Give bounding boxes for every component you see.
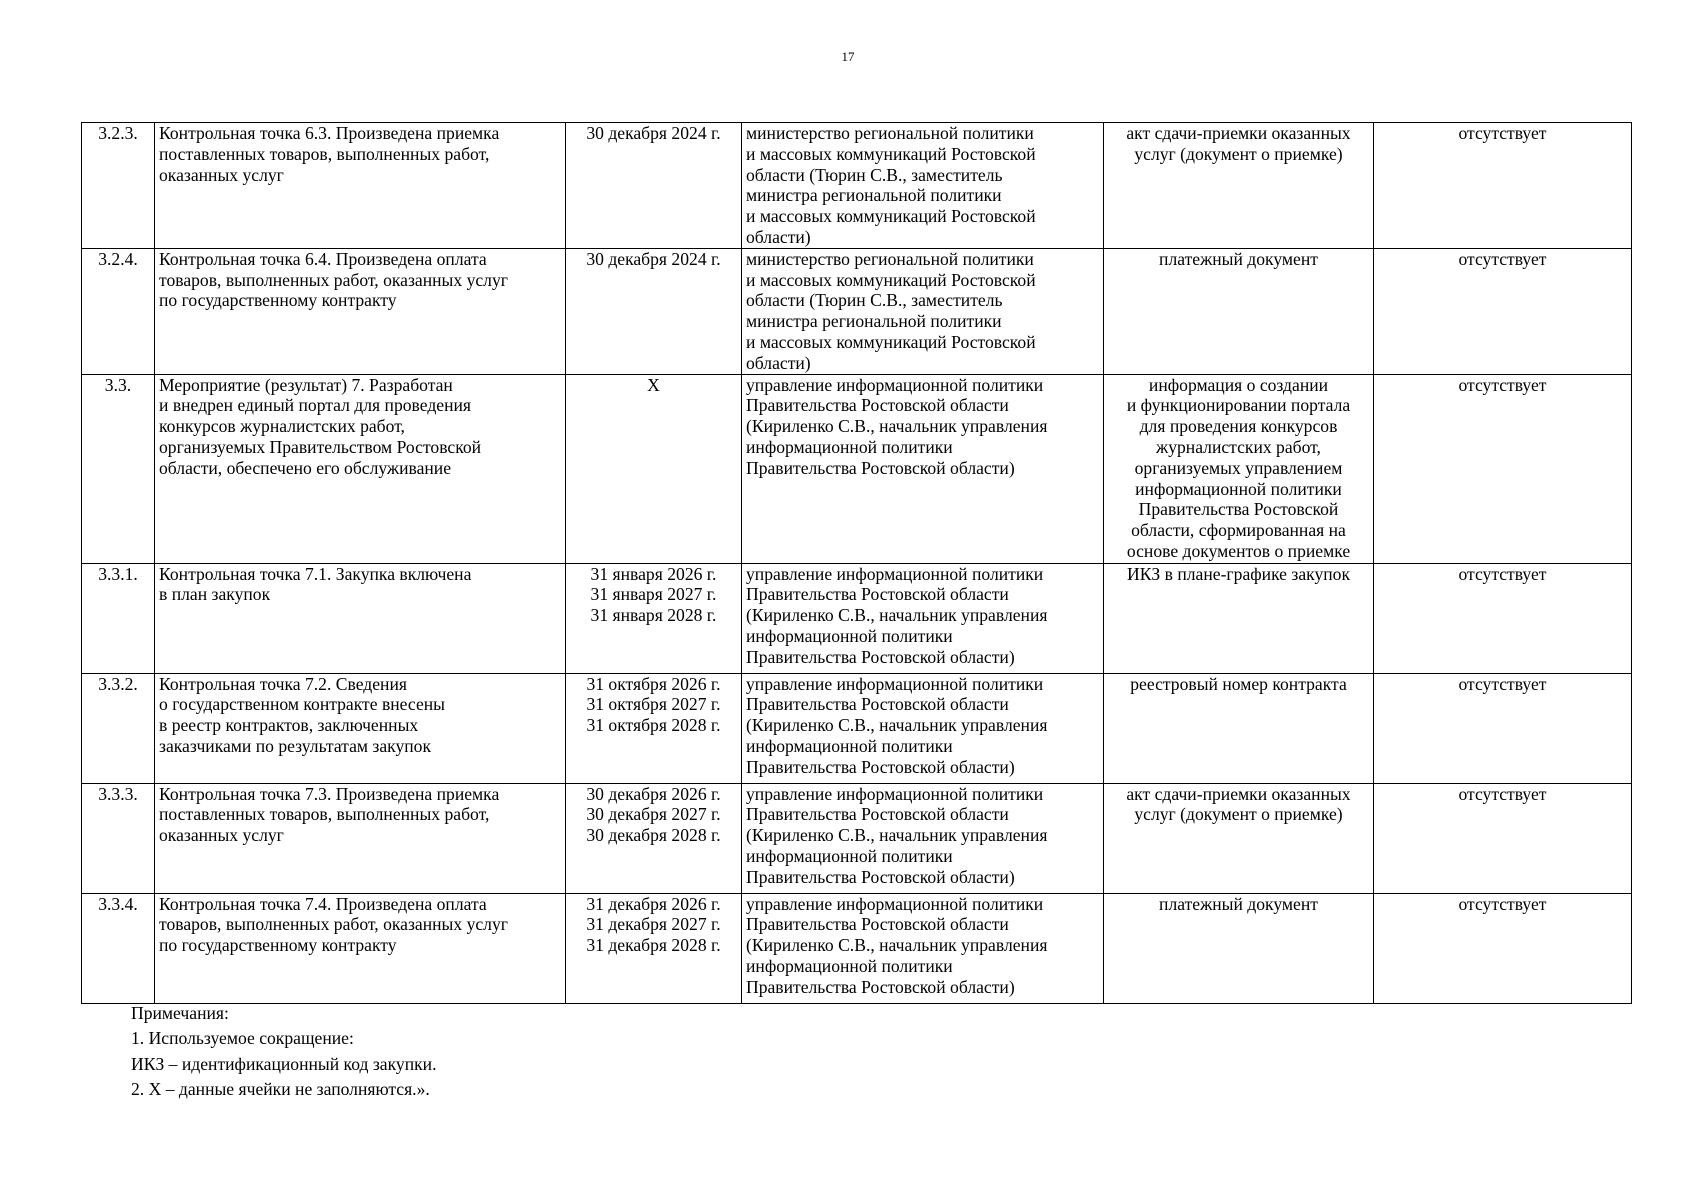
row-number-cell: 3.3.4. [82,893,155,1003]
info-system-cell [1374,374,1632,563]
table-row [82,123,1632,249]
notes-heading: Примечания: [131,1003,229,1023]
cell-line: 31 декабря 2028 г. [586,935,721,956]
cell-line: организуемых управлением [1134,457,1343,478]
cell-line: Правительства Ростовской области [746,584,1009,605]
event-name-cell [155,248,566,374]
cell-line: Правительства Ростовской области) [746,457,1015,478]
cell-line: отсутствует [1458,673,1547,694]
cell-line: товаров, выполненных работ, оказанных услуг [159,914,508,935]
row-number-cell: 3.2.3. [82,123,155,249]
cell-line: по государственному контракту [159,290,397,311]
cell-line: информационной политики [746,955,953,976]
cell-line: области) [746,352,811,373]
page-number: 17 [841,49,855,64]
responsible-cell [742,123,1104,249]
cell-line: для проведения конкурсов [1139,416,1338,437]
event-name-cell [155,123,566,249]
cell-line: оказанных услуг [159,825,284,846]
cell-line: журналистских работ, [1156,436,1321,457]
document-cell [1104,673,1374,783]
cell-line: области (Тюрин С.В., заместитель [746,290,1003,311]
cell-line: (Кириленко С.В., начальник управления [746,605,1048,626]
cell-line: управление информационной политики [746,374,1044,395]
deadline-cell [566,248,742,374]
cell-line: информационной политики [746,845,953,866]
document-cell [1104,783,1374,893]
cell-line: министерство региональной политики [746,123,1034,143]
cell-line: и массовых коммуникаций Ростовской [746,269,1036,290]
cell-line: заказчиками по результатам закупок [159,735,432,756]
responsible-cell [742,893,1104,1003]
cell-line: управление информационной политики [746,783,1044,804]
abbreviation-note: ИКЗ – идентификационный код закупки. [131,1053,437,1074]
cell-line: Контрольная точка 7.4. Произведена оплата [159,893,487,914]
cell-line: поставленных товаров, выполненных работ, [159,804,490,825]
cell-line: области, сформированная на [1131,520,1346,541]
cell-line: (Кириленко С.В., начальник управления [746,715,1048,736]
cell-line: 31 декабря 2026 г. [586,893,721,914]
responsible-cell [742,248,1104,374]
deadline-cell [566,374,742,563]
cell-line: 30 декабря 2027 г. [586,804,721,825]
document-cell [1104,123,1374,249]
deadline-cell [566,893,742,1003]
cell-line: Правительства Ростовской области [746,395,1009,416]
cell-line: министра региональной политики [746,311,1002,332]
event-name-cell [155,893,566,1003]
cell-line: по государственному контракту [159,935,397,956]
cell-line: услуг (документ о приемке) [1134,804,1343,825]
cell-line: и массовых коммуникаций Ростовской [746,143,1036,164]
cell-line: Правительства Ростовской области) [746,646,1015,667]
responsible-cell [742,673,1104,783]
event-name-cell [155,374,566,563]
cell-line: в план закупок [159,584,271,605]
cell-line: отсутствует [1458,563,1547,584]
cell-line: министерство региональной политики [746,248,1034,269]
note-item-2: 2. X – данные ячейки не заполняются.». [131,1078,430,1099]
cell-line: Контрольная точка 6.4. Произведена оплата [159,248,487,269]
cell-line: информация о создании [1148,374,1329,395]
cell-line: Правительства Ростовской области) [746,866,1015,887]
cell-line: в реестр контрактов, заключенных [159,715,419,736]
cell-line: управление информационной политики [746,893,1044,914]
table-body [82,123,1632,1004]
cell-line: области) [746,226,811,247]
cell-line: X [647,374,660,395]
row-number-cell: 3.3.2. [82,673,155,783]
cell-line: отсутствует [1458,248,1547,269]
cell-line: платежный документ [1159,893,1318,914]
cell-line: 31 октября 2028 г. [586,715,721,736]
cell-line: и массовых коммуникаций Ростовской [746,331,1036,352]
deadline-cell [566,563,742,673]
table-row [82,673,1632,783]
notes-section [131,1001,436,1102]
row-number-cell: 3.3. [82,374,155,563]
cell-line: 31 января 2028 г. [590,605,717,626]
info-system-cell [1374,893,1632,1003]
event-name-cell [155,563,566,673]
event-name-cell [155,783,566,893]
responsible-cell [742,374,1104,563]
row-number-cell: 3.3.3. [82,783,155,893]
cell-line: поставленных товаров, выполненных работ, [159,143,490,164]
cell-line: отсутствует [1458,123,1547,143]
table-row [82,783,1632,893]
cell-line: управление информационной политики [746,673,1044,694]
cell-line: информационной политики [1135,478,1342,499]
document-cell [1104,893,1374,1003]
responsible-cell [742,783,1104,893]
info-system-cell [1374,673,1632,783]
cell-line: 30 декабря 2024 г. [586,123,721,143]
cell-line: (Кириленко С.В., начальник управления [746,935,1048,956]
cell-line: Контрольная точка 6.3. Произведена приемка [159,123,500,143]
cell-line: реестровый номер контракта [1130,673,1347,694]
cell-line: отсутствует [1458,374,1547,395]
cell-line: Контрольная точка 7.3. Произведена приемка [159,783,500,804]
cell-line: акт сдачи-приемки оказанных [1126,123,1351,143]
cell-line: (Кириленко С.В., начальник управления [746,825,1048,846]
info-system-cell [1374,563,1632,673]
cell-line: информационной политики [746,436,953,457]
info-system-cell [1374,783,1632,893]
cell-line: Контрольная точка 7.2. Сведения [159,673,407,694]
table-row [82,374,1632,563]
cell-line: и внедрен единый портал для проведения [159,395,471,416]
info-system-cell [1374,123,1632,249]
cell-line: товаров, выполненных работ, оказанных услуг [159,269,508,290]
cell-line: 30 декабря 2026 г. [586,783,721,804]
cell-line: Мероприятие (результат) 7. Разработан [159,374,453,395]
cell-line: основе документов о приемке [1126,540,1351,561]
cell-line: отсутствует [1458,783,1547,804]
cell-line: конкурсов журналистских работ, [159,416,405,437]
cell-line: и функционировании портала [1126,395,1351,416]
info-system-cell [1374,248,1632,374]
cell-line: 31 января 2027 г. [590,584,717,605]
table-row [82,893,1632,1003]
cell-line: Правительства Ростовской области [746,914,1009,935]
cell-line: 31 октября 2027 г. [586,694,721,715]
cell-line: 31 октября 2026 г. [586,673,721,694]
cell-line: 30 декабря 2028 г. [586,825,721,846]
cell-line: области, обеспечено его обслуживание [159,457,452,478]
cell-line: министра региональной политики [746,185,1002,206]
document-cell [1104,563,1374,673]
cell-line: услуг (документ о приемке) [1134,143,1343,164]
cell-line: отсутствует [1458,893,1547,914]
cell-line: ИКЗ в плане-графике закупок [1126,563,1350,584]
cell-line: области (Тюрин С.В., заместитель [746,164,1003,185]
cell-line: Правительства Ростовской области) [746,756,1015,777]
event-name-cell [155,673,566,783]
table-row [82,563,1632,673]
table-row [82,248,1632,374]
cell-line: и массовых коммуникаций Ростовской [746,206,1036,227]
cell-line: управление информационной политики [746,563,1044,584]
document-cell [1104,248,1374,374]
cell-line: организуемых Правительством Ростовской [159,436,482,457]
cell-line: информационной политики [746,625,953,646]
cell-line: акт сдачи-приемки оказанных [1126,783,1351,804]
cell-line: Контрольная точка 7.1. Закупка включена [159,563,472,584]
cell-line: 30 декабря 2024 г. [586,248,721,269]
cell-line: Правительства Ростовской области [746,804,1009,825]
cell-line: Правительства Ростовской области) [746,976,1015,997]
cell-line: 31 декабря 2027 г. [586,914,721,935]
cell-line: 31 января 2026 г. [590,563,717,584]
deadline-cell [566,123,742,249]
row-number-cell: 3.2.4. [82,248,155,374]
cell-line: платежный документ [1159,248,1318,269]
deadline-cell [566,673,742,783]
cell-line: Правительства Ростовской [1138,499,1339,520]
responsible-cell [742,563,1104,673]
control-points-table [81,122,1632,1004]
note-item-1: 1. Используемое сокращение: [131,1028,354,1049]
cell-line: Правительства Ростовской области [746,694,1009,715]
cell-line: о государственном контракте внесены [159,694,445,715]
deadline-cell [566,783,742,893]
document-cell [1104,374,1374,563]
cell-line: (Кириленко С.В., начальник управления [746,416,1048,437]
cell-line: информационной политики [746,735,953,756]
cell-line: оказанных услуг [159,164,284,185]
row-number-cell: 3.3.1. [82,563,155,673]
